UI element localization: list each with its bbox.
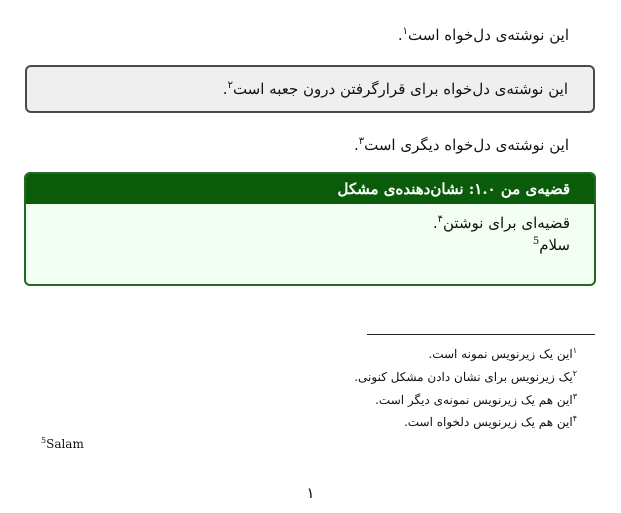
proposition-line-1-end: . xyxy=(432,214,438,232)
footnote-3-mark: ۳ xyxy=(572,392,577,401)
proposition-body xyxy=(26,204,594,256)
gray-box-text: این نوشته‌ی دل‌خواه برای قرارگرفتن درون جعبه است xyxy=(232,80,568,98)
proposition-line-2 xyxy=(26,234,570,256)
paragraph-2 xyxy=(354,135,569,155)
proposition-line-1-text: قضیه‌ای برای نوشتن xyxy=(443,214,570,232)
gray-box xyxy=(25,65,595,113)
footnote-ref-4[interactable]: ۴ xyxy=(437,214,443,225)
gray-box-end: . xyxy=(222,80,228,98)
footnote-4-text: این هم یک زیرنویس دلخواه است. xyxy=(403,415,573,429)
footnote-5-text: Salam xyxy=(46,437,84,451)
paragraph-2-text: این نوشته‌ی دل‌خواه دیگری است xyxy=(364,136,569,154)
footnote-1 xyxy=(428,346,577,362)
proposition-line-2-text: سلام xyxy=(539,236,570,254)
footnote-4-mark: ۴ xyxy=(572,414,577,423)
footnote-ref-1[interactable]: ۱ xyxy=(402,26,409,37)
footnote-5-mark: 5 xyxy=(41,436,47,445)
footnote-ref-2[interactable]: ۲ xyxy=(227,80,233,91)
proposition-title: قضیه‌ی من ۱.۰: نشان‌دهنده‌ی مشکل xyxy=(26,174,594,204)
paragraph-1 xyxy=(398,25,569,45)
footnote-ref-5[interactable]: 5 xyxy=(532,236,540,247)
footnote-ref-3[interactable]: ۳ xyxy=(358,136,365,147)
page-number: ۱ xyxy=(306,484,315,502)
proposition-line-1 xyxy=(26,212,570,234)
footnote-1-mark: ۱ xyxy=(572,346,577,355)
footnote-4 xyxy=(404,414,577,430)
footnote-rule xyxy=(367,334,595,335)
paragraph-1-end: . xyxy=(397,26,403,44)
footnote-2-mark: ۲ xyxy=(572,369,577,378)
proposition-box xyxy=(24,172,596,286)
footnote-3 xyxy=(375,392,577,408)
paragraph-1-text: این نوشته‌ی دل‌خواه است xyxy=(408,26,569,44)
footnote-5 xyxy=(41,436,84,452)
footnote-2-text: یک زیرنویس برای نشان دادن مشکل کنونی. xyxy=(354,370,573,384)
footnote-3-text: این هم یک زیرنویس نمونه‌ی دیگر است. xyxy=(375,393,573,407)
paragraph-2-end: . xyxy=(353,136,359,154)
footnote-1-text: این یک زیرنویس نمونه است. xyxy=(428,347,573,361)
footnote-2 xyxy=(354,369,577,385)
gray-box-text-line xyxy=(223,79,568,99)
